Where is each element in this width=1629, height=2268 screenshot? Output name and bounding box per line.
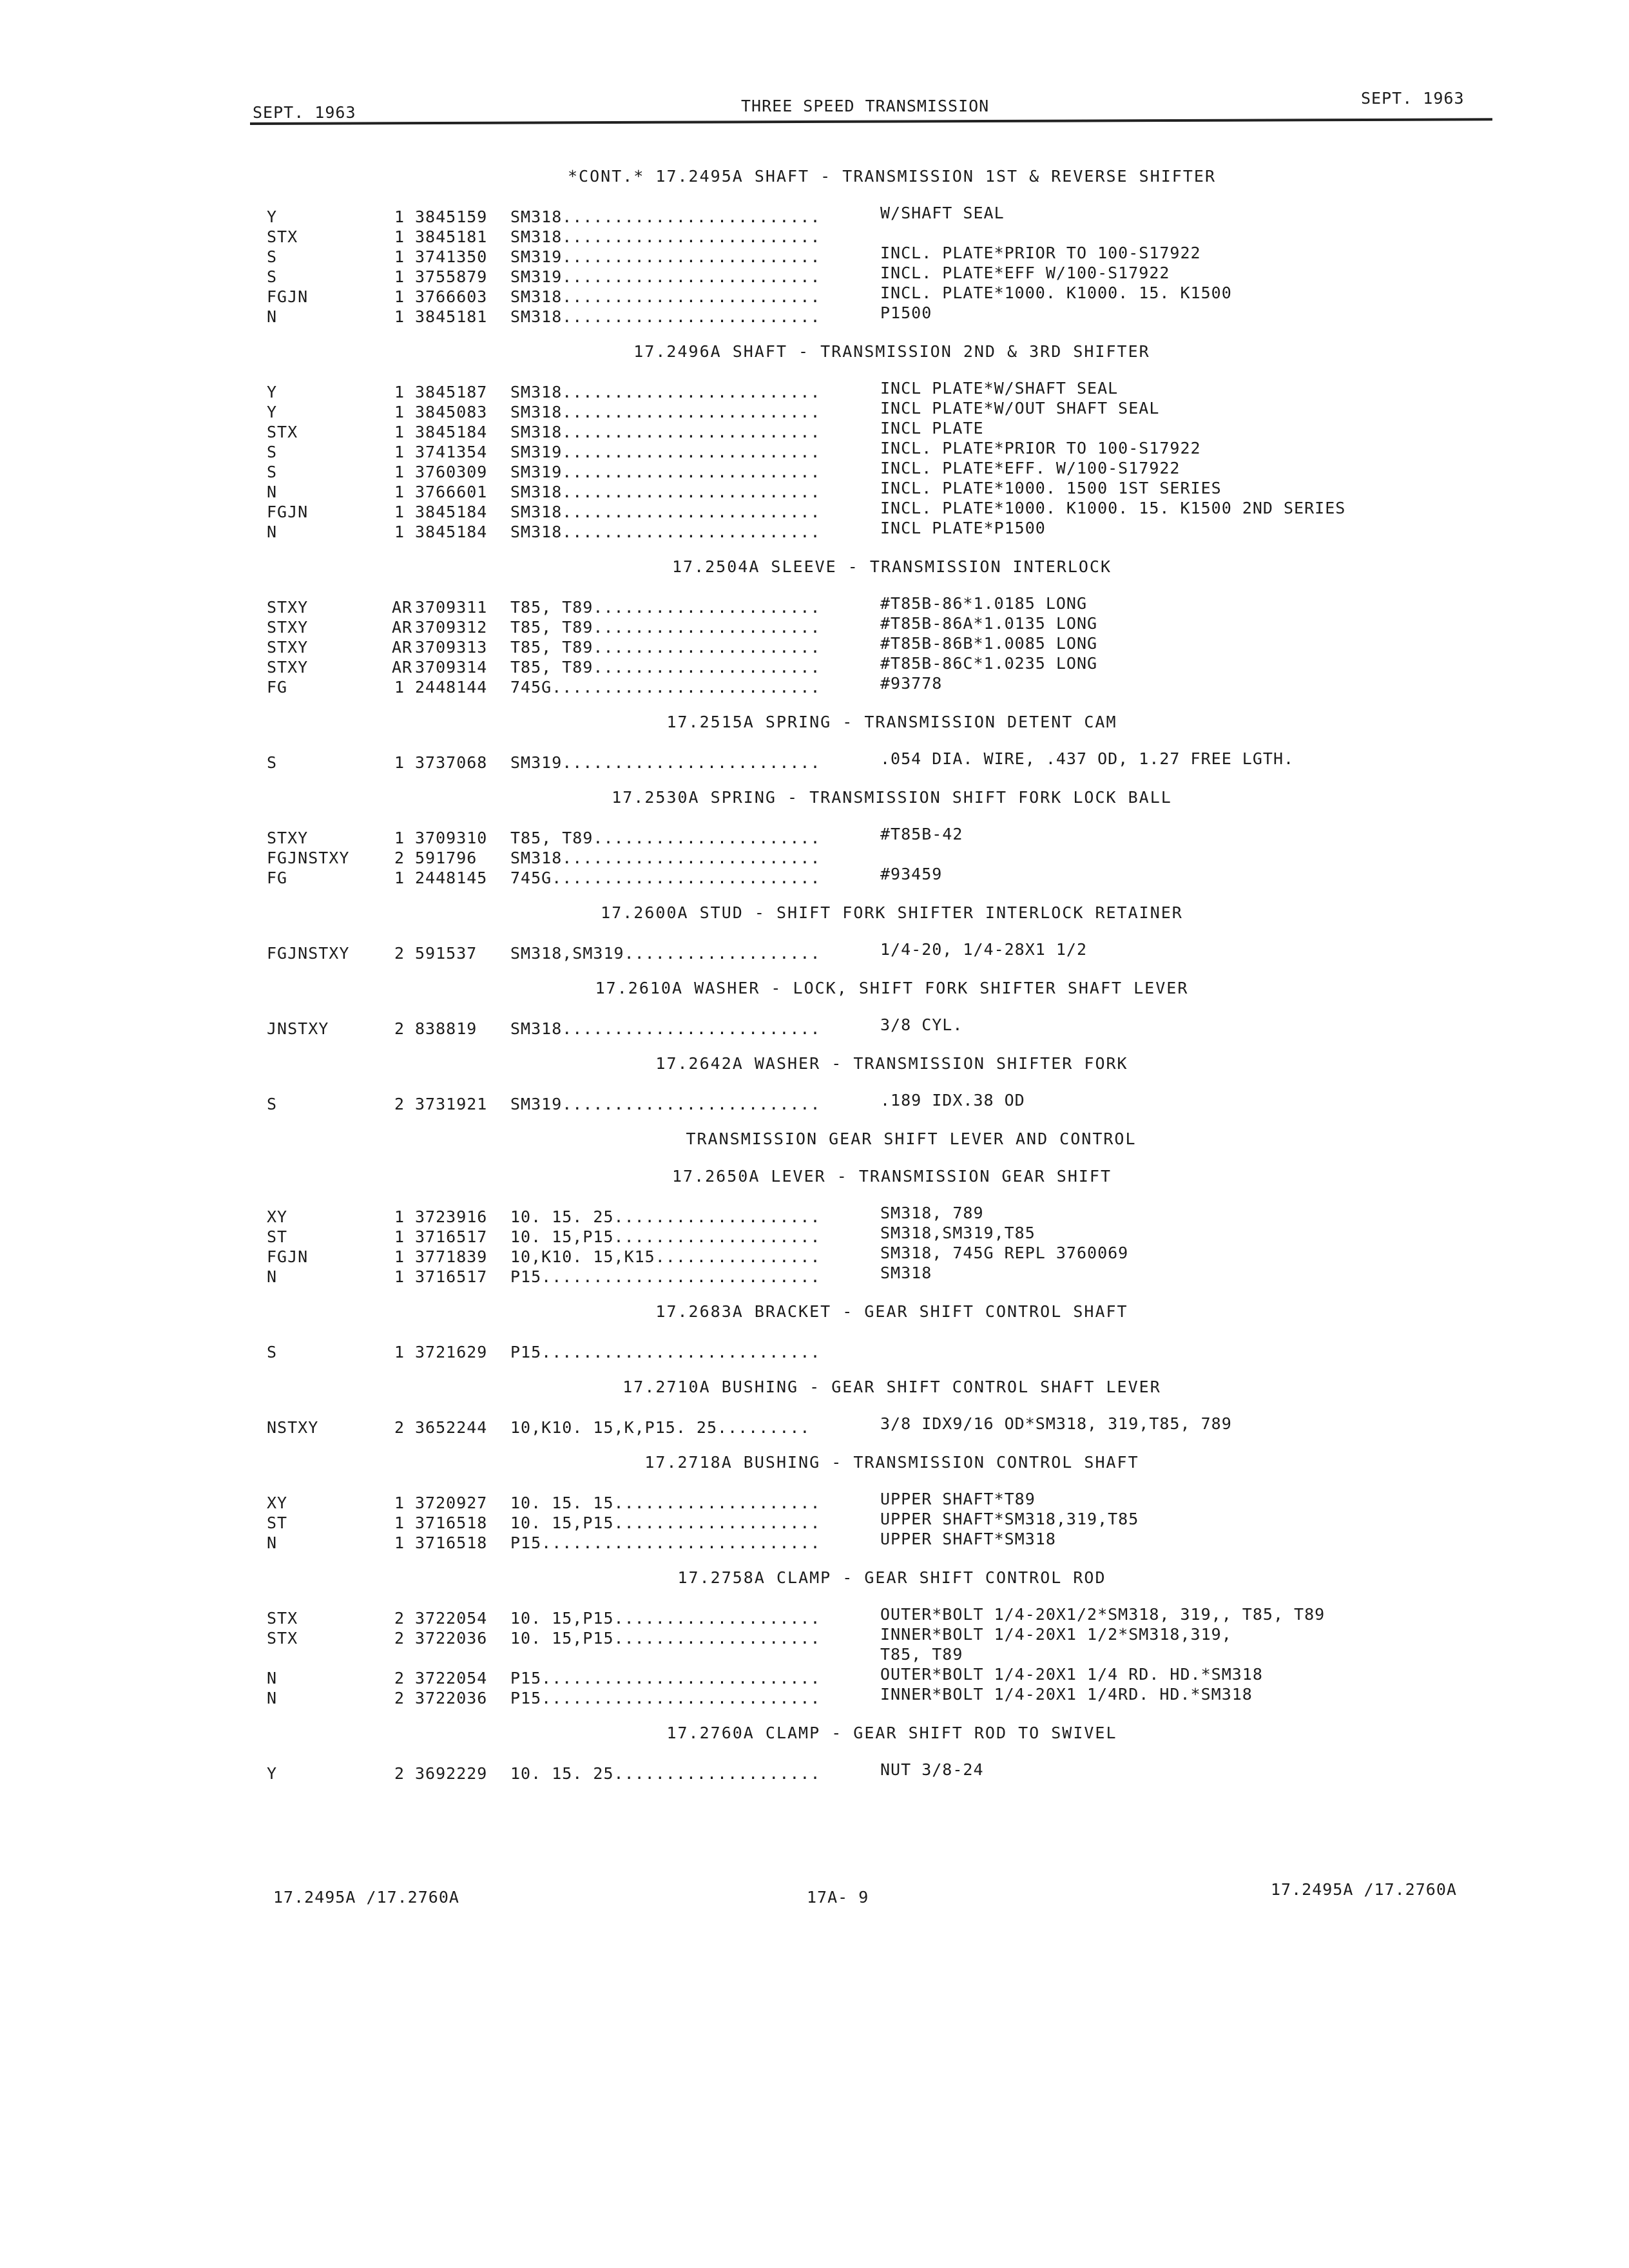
reference: SM319......................... [510, 247, 821, 266]
model-code: ST [267, 1227, 288, 1246]
part-rows [0, 1091, 1629, 1115]
note: NUT 3/8-24 [880, 1760, 984, 1779]
part-row [0, 264, 1629, 287]
part-number: 3845181 [415, 307, 488, 326]
part-number: 591796 [415, 849, 477, 867]
model-code: ST [267, 1514, 288, 1532]
quantity: 1 [394, 1267, 405, 1286]
note: INCL PLATE [880, 419, 984, 437]
note: SM318,SM319,T85 [880, 1224, 1036, 1242]
reference: T85, T89...................... [510, 638, 821, 657]
quantity: 1 [394, 1343, 405, 1361]
quantity: 2 [394, 1418, 405, 1437]
part-number: 3721629 [415, 1343, 488, 1361]
part-row [0, 1645, 1629, 1669]
part-row [0, 865, 1629, 889]
model-code: FG [267, 678, 288, 697]
part-row [0, 244, 1629, 267]
part-section [0, 1720, 1629, 1784]
quantity: 1 [394, 307, 405, 326]
note: #T85B-86B*1.0085 LONG [880, 634, 1098, 653]
note: INCL PLATE*W/SHAFT SEAL [880, 379, 1119, 398]
model-code: Y [267, 383, 278, 401]
part-section [0, 1164, 1629, 1287]
note: UPPER SHAFT*T89 [880, 1490, 1036, 1508]
part-number: 3709313 [415, 638, 488, 657]
reference: SM318......................... [510, 383, 821, 401]
part-section [0, 1051, 1629, 1115]
quantity: 1 [394, 1227, 405, 1246]
part-number: 3766603 [415, 287, 488, 306]
part-row [0, 1510, 1629, 1533]
part-number: 3722054 [415, 1669, 488, 1687]
part-row [0, 519, 1629, 543]
reference: 10. 15,P15.................... [510, 1227, 821, 1246]
model-code: N [267, 1689, 278, 1707]
part-section [0, 1299, 1629, 1363]
reference: P15........................... [510, 1343, 821, 1361]
note: .189 IDX.38 OD [880, 1091, 1025, 1110]
note: 3/8 IDX9/16 OD*SM318, 319,T85, 789 [880, 1414, 1232, 1433]
part-row [0, 1204, 1629, 1227]
model-code: N [267, 483, 278, 501]
note: UPPER SHAFT*SM318,319,T85 [880, 1510, 1139, 1528]
note: #93459 [880, 865, 943, 883]
part-row [0, 1244, 1629, 1267]
reference: P15........................... [510, 1267, 821, 1286]
part-number: 3845181 [415, 227, 488, 246]
part-number: 3845083 [415, 403, 488, 421]
note: SM318 [880, 1264, 932, 1282]
part-number: 2448144 [415, 678, 488, 697]
reference: SM319......................... [510, 443, 821, 461]
part-row [0, 1490, 1629, 1514]
model-code: S [267, 463, 278, 481]
reference: SM319......................... [510, 753, 821, 772]
quantity: 1 [394, 523, 405, 541]
quantity: 2 [394, 1629, 405, 1648]
part-row [0, 674, 1629, 698]
note: INCL. PLATE*PRIOR TO 100-S17922 [880, 439, 1201, 457]
section-title: 17.2610A WASHER - LOCK, SHIFT FORK SHIFTER SHAFT LEVER [595, 979, 1189, 997]
part-number: 3720927 [415, 1494, 488, 1512]
part-number: 3716517 [415, 1227, 488, 1246]
reference: 10. 15. 15.................... [510, 1494, 821, 1512]
part-row [0, 654, 1629, 678]
quantity: 1 [394, 443, 405, 461]
part-rows [0, 1343, 1629, 1363]
part-number: 3760309 [415, 463, 488, 481]
part-rows [0, 825, 1629, 889]
part-row [0, 594, 1629, 618]
reference: 745G.......................... [510, 869, 821, 887]
part-row [0, 479, 1629, 503]
note: #93778 [880, 674, 943, 693]
part-number: 3709312 [415, 618, 488, 637]
part-number: 3845184 [415, 423, 488, 441]
quantity: 1 [394, 287, 405, 306]
reference: SM319......................... [510, 267, 821, 286]
quantity: 1 [394, 869, 405, 887]
model-code: STX [267, 423, 298, 441]
note: #T85B-42 [880, 825, 963, 843]
section-title: 17.2504A SLEEVE - TRANSMISSION INTERLOCK [671, 557, 1112, 576]
part-section [0, 900, 1629, 964]
part-number: 2448145 [415, 869, 488, 887]
quantity: 2 [394, 849, 405, 867]
header-rule [250, 118, 1492, 125]
quantity: 1 [394, 383, 405, 401]
part-number: 3709310 [415, 829, 488, 847]
reference: T85, T89...................... [510, 598, 821, 617]
model-code: S [267, 753, 278, 772]
part-rows [0, 1490, 1629, 1553]
quantity: AR [392, 638, 413, 657]
footer-range-right: 17.2495A /17.2760A [1271, 1880, 1457, 1899]
model-code: NSTXY [267, 1418, 319, 1437]
part-number: 3692229 [415, 1764, 488, 1783]
part-rows [0, 1760, 1629, 1784]
part-number: 3771839 [415, 1247, 488, 1266]
part-number: 3722054 [415, 1609, 488, 1628]
note: UPPER SHAFT*SM318 [880, 1530, 1056, 1548]
model-code: N [267, 523, 278, 541]
part-row [0, 399, 1629, 423]
part-rows [0, 940, 1629, 964]
part-row [0, 1343, 1629, 1363]
part-number: 591537 [415, 944, 477, 963]
quantity: 1 [394, 483, 405, 501]
part-number: 3755879 [415, 267, 488, 286]
model-code: Y [267, 207, 278, 226]
model-code: FGJN [267, 1247, 309, 1266]
quantity: 1 [394, 267, 405, 286]
reference: SM318......................... [510, 227, 821, 246]
note: INCL. PLATE*1000. K1000. 15. K1500 2ND SERIES [880, 499, 1346, 517]
reference: SM318......................... [510, 503, 821, 521]
quantity: 2 [394, 1689, 405, 1707]
reference: SM318......................... [510, 1019, 821, 1038]
part-row [0, 284, 1629, 307]
reference: SM318......................... [510, 207, 821, 226]
part-row [0, 1605, 1629, 1629]
reference: 745G.......................... [510, 678, 821, 697]
reference: T85, T89...................... [510, 618, 821, 637]
footer-range-left: 17.2495A /17.2760A [273, 1888, 459, 1907]
quantity: 1 [394, 207, 405, 226]
part-section [0, 164, 1629, 327]
quantity: 1 [394, 1514, 405, 1532]
part-row [0, 849, 1629, 869]
quantity: 1 [394, 247, 405, 266]
part-section [0, 339, 1629, 543]
note: INCL PLATE*P1500 [880, 519, 1046, 537]
part-number: 3723916 [415, 1207, 488, 1226]
part-row [0, 825, 1629, 849]
part-number: 3737068 [415, 753, 488, 772]
part-number: 838819 [415, 1019, 477, 1038]
quantity: 1 [394, 1207, 405, 1226]
note: OUTER*BOLT 1/4-20X1 1/4 RD. HD.*SM318 [880, 1665, 1263, 1684]
section-title: 17.2760A CLAMP - GEAR SHIFT ROD TO SWIVEL [666, 1724, 1117, 1742]
section-title: 17.2496A SHAFT - TRANSMISSION 2ND & 3RD SHIFTER [633, 342, 1150, 361]
part-rows [0, 204, 1629, 327]
note: SM318, 745G REPL 3760069 [880, 1244, 1129, 1262]
model-code: XY [267, 1494, 288, 1512]
quantity: 2 [394, 1609, 405, 1628]
part-number: 3741350 [415, 247, 488, 266]
model-code: STXY [267, 829, 309, 847]
part-section [0, 975, 1629, 1039]
quantity: 1 [394, 227, 405, 246]
part-row [0, 1015, 1629, 1039]
quantity: 2 [394, 1764, 405, 1783]
quantity: 1 [394, 829, 405, 847]
part-number: 3709314 [415, 658, 488, 677]
footer-page-number: 17A- 9 [807, 1888, 869, 1907]
part-number: 3709311 [415, 598, 488, 617]
part-section [0, 554, 1629, 698]
model-code: FGJNSTXY [267, 849, 350, 867]
reference: SM319......................... [510, 463, 821, 481]
quantity: 2 [394, 1095, 405, 1113]
part-number: 3716517 [415, 1267, 488, 1286]
reference: 10. 15. 25.................... [510, 1207, 821, 1226]
part-row [0, 1091, 1629, 1115]
part-number: 3845187 [415, 383, 488, 401]
section-title: *CONT.* 17.2495A SHAFT - TRANSMISSION 1ST & REVERSE SHIFTER [567, 167, 1217, 186]
section-title: 17.2683A BRACKET - GEAR SHIFT CONTROL SHAFT [655, 1302, 1128, 1321]
part-row [0, 1685, 1629, 1709]
part-rows [0, 379, 1629, 543]
part-row [0, 439, 1629, 463]
model-code: STXY [267, 618, 309, 637]
part-number: 3722036 [415, 1689, 488, 1707]
note: #T85B-86C*1.0235 LONG [880, 654, 1098, 673]
reference: T85, T89...................... [510, 829, 821, 847]
part-row [0, 459, 1629, 483]
reference: SM318......................... [510, 307, 821, 326]
reference: 10,K10. 15,K,P15. 25......... [510, 1418, 811, 1437]
model-code: N [267, 1669, 278, 1687]
reference: SM318......................... [510, 523, 821, 541]
quantity: 2 [394, 944, 405, 963]
reference: 10. 15. 25.................... [510, 1764, 821, 1783]
model-code: XY [267, 1207, 288, 1226]
model-code: STX [267, 1629, 298, 1648]
quantity: 1 [394, 1533, 405, 1552]
reference: 10. 15,P15.................... [510, 1514, 821, 1532]
note: W/SHAFT SEAL [880, 204, 1005, 222]
part-row [0, 1224, 1629, 1247]
model-code: FGJN [267, 503, 309, 521]
note: OUTER*BOLT 1/4-20X1/2*SM318, 319,, T85, T89 [880, 1605, 1325, 1624]
reference: SM318......................... [510, 849, 821, 867]
model-code: FGJNSTXY [267, 944, 350, 963]
reference: 10,K10. 15,K15................ [510, 1247, 821, 1266]
part-number: 3716518 [415, 1514, 488, 1532]
header-date-right: SEPT. 1963 [1361, 89, 1465, 108]
note: P1500 [880, 303, 932, 322]
reference: 10. 15,P15.................... [510, 1629, 821, 1648]
note: SM318, 789 [880, 1204, 984, 1222]
quantity: 1 [394, 463, 405, 481]
quantity: 1 [394, 1247, 405, 1266]
note: #T85B-86*1.0185 LONG [880, 594, 1088, 613]
section-title: 17.2515A SPRING - TRANSMISSION DETENT CAM [666, 713, 1117, 731]
part-row [0, 419, 1629, 443]
model-code: S [267, 247, 278, 266]
model-code: S [267, 1343, 278, 1361]
part-rows [0, 1015, 1629, 1039]
part-rows [0, 1414, 1629, 1438]
part-row [0, 1264, 1629, 1287]
note: INCL. PLATE*EFF. W/100-S17922 [880, 459, 1181, 477]
reference: SM319......................... [510, 1095, 821, 1113]
model-code: S [267, 267, 278, 286]
part-row [0, 1625, 1629, 1649]
part-rows [0, 1605, 1629, 1709]
reference: P15........................... [510, 1533, 821, 1552]
note: INCL. PLATE*1000. K1000. 15. K1500 [880, 284, 1232, 302]
part-number: 3845159 [415, 207, 488, 226]
note: .054 DIA. WIRE, .437 OD, 1.27 FREE LGTH. [880, 749, 1295, 768]
part-row [0, 749, 1629, 773]
quantity: 1 [394, 423, 405, 441]
part-section [0, 1374, 1629, 1438]
quantity: AR [392, 598, 413, 617]
reference: P15........................... [510, 1689, 821, 1707]
header-date-left: SEPT. 1963 [253, 103, 356, 122]
model-code: N [267, 1533, 278, 1552]
model-code: STXY [267, 598, 309, 617]
part-number: 3722036 [415, 1629, 488, 1648]
reference: SM318......................... [510, 287, 821, 306]
part-row [0, 379, 1629, 403]
part-row [0, 303, 1629, 327]
model-code: STX [267, 227, 298, 246]
part-row [0, 1760, 1629, 1784]
note: INCL. PLATE*PRIOR TO 100-S17922 [880, 244, 1201, 262]
part-number: 3716518 [415, 1533, 488, 1552]
model-code: STXY [267, 638, 309, 657]
part-row [0, 940, 1629, 964]
reference: SM318,SM319................... [510, 944, 821, 963]
note: #T85B-86A*1.0135 LONG [880, 614, 1098, 633]
model-code: Y [267, 403, 278, 421]
part-number: 3845184 [415, 503, 488, 521]
model-code: JNSTXY [267, 1019, 329, 1038]
part-section [0, 709, 1629, 773]
section-title: 17.2530A SPRING - TRANSMISSION SHIFT FORK LOCK BALL [612, 788, 1172, 807]
quantity: AR [392, 618, 413, 637]
note: T85, T89 [880, 1645, 963, 1664]
part-rows [0, 1204, 1629, 1287]
model-code: Y [267, 1764, 278, 1783]
part-number: 3731921 [415, 1095, 488, 1113]
section-title: 17.2710A BUSHING - GEAR SHIFT CONTROL SHAFT LEVER [622, 1378, 1161, 1396]
part-rows [0, 594, 1629, 698]
note: INNER*BOLT 1/4-20X1 1/4RD. HD.*SM318 [880, 1685, 1253, 1704]
section-title: 17.2642A WASHER - TRANSMISSION SHIFTER FORK [655, 1054, 1128, 1073]
note: INNER*BOLT 1/4-20X1 1/2*SM318,319, [880, 1625, 1232, 1644]
group-heading: TRANSMISSION GEAR SHIFT LEVER AND CONTROL [686, 1129, 1137, 1148]
part-number: 3766601 [415, 483, 488, 501]
reference: SM318......................... [510, 423, 821, 441]
part-number: 3845184 [415, 523, 488, 541]
part-row [0, 614, 1629, 638]
model-code: S [267, 1095, 278, 1113]
quantity: 2 [394, 1019, 405, 1038]
reference: T85, T89...................... [510, 658, 821, 677]
quantity: AR [392, 658, 413, 677]
model-code: N [267, 1267, 278, 1286]
parts-list [0, 152, 1629, 1784]
section-title: 17.2600A STUD - SHIFT FORK SHIFTER INTERLOCK RETAINER [601, 903, 1183, 922]
note: INCL. PLATE*1000. 1500 1ST SERIES [880, 479, 1222, 497]
part-section [0, 1565, 1629, 1709]
reference: SM318......................... [510, 403, 821, 421]
quantity: 1 [394, 403, 405, 421]
section-title: 17.2650A LEVER - TRANSMISSION GEAR SHIFT [671, 1167, 1112, 1186]
reference: 10. 15,P15.................... [510, 1609, 821, 1628]
part-rows [0, 749, 1629, 773]
note: INCL. PLATE*EFF W/100-S17922 [880, 264, 1170, 282]
model-code: N [267, 307, 278, 326]
note: INCL PLATE*W/OUT SHAFT SEAL [880, 399, 1160, 418]
part-section [0, 785, 1629, 889]
model-code: STXY [267, 658, 309, 677]
note: 1/4-20, 1/4-28X1 1/2 [880, 940, 1088, 959]
header-title: THREE SPEED TRANSMISSION [741, 97, 990, 115]
part-row [0, 1665, 1629, 1689]
part-section [0, 1126, 1629, 1152]
quantity: 1 [394, 753, 405, 772]
model-code: FG [267, 869, 288, 887]
model-code: FGJN [267, 287, 309, 306]
quantity: 1 [394, 503, 405, 521]
section-title: 17.2758A CLAMP - GEAR SHIFT CONTROL ROD [677, 1568, 1106, 1587]
model-code: STX [267, 1609, 298, 1628]
part-row [0, 1530, 1629, 1553]
part-row [0, 204, 1629, 227]
part-row [0, 1414, 1629, 1438]
part-number: 3741354 [415, 443, 488, 461]
note: 3/8 CYL. [880, 1015, 963, 1034]
quantity: 2 [394, 1669, 405, 1687]
quantity: 1 [394, 1494, 405, 1512]
part-number: 3652244 [415, 1418, 488, 1437]
reference: P15........................... [510, 1669, 821, 1687]
part-section [0, 1450, 1629, 1553]
model-code: S [267, 443, 278, 461]
part-row [0, 227, 1629, 247]
part-row [0, 634, 1629, 658]
reference: SM318......................... [510, 483, 821, 501]
quantity: 1 [394, 678, 405, 697]
part-row [0, 499, 1629, 523]
section-title: 17.2718A BUSHING - TRANSMISSION CONTROL SHAFT [644, 1453, 1139, 1472]
